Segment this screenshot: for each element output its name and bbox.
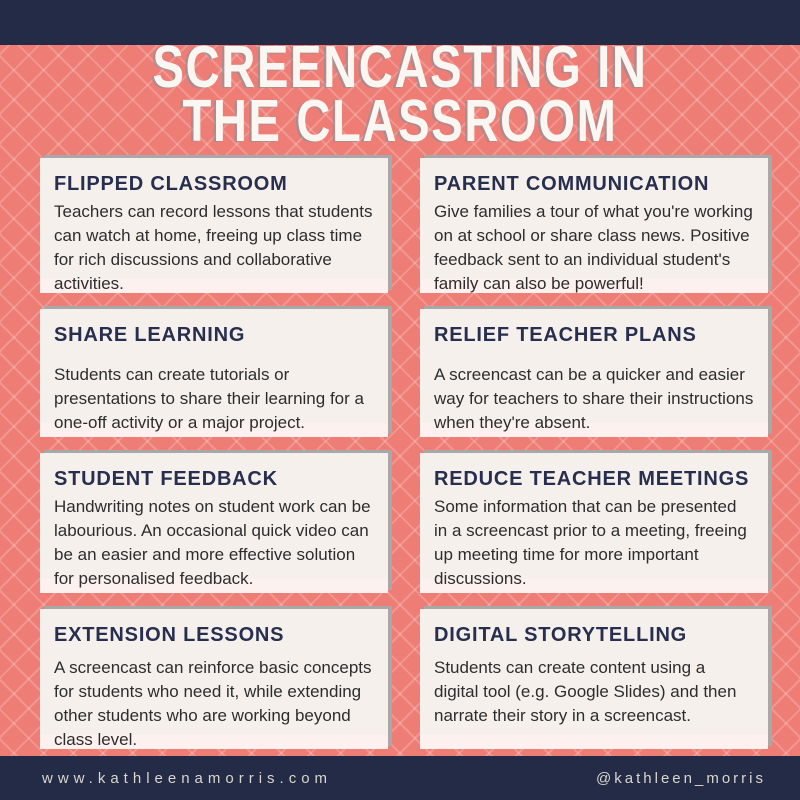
card-title: FLIPPED CLASSROOM xyxy=(54,173,288,195)
card-body: Students can create content using a digital tool (e.g. Google Slides) and then narrate their story in a screencast. xyxy=(434,658,737,725)
card-title: REDUCE TEACHER MEETINGS xyxy=(434,468,750,490)
card-body: Give families a tour of what you're working on at school or share class news. Positive feedback sent to an individual student's family can also be powerful! xyxy=(434,202,753,293)
card-body: Teachers can record lessons that students can watch at home, freeing up class time for rich discussions and collaborative activities. xyxy=(54,202,373,293)
card-body: A screencast can be a quicker and easier way for teachers to share their instructions when they're absent. xyxy=(434,365,754,432)
card-reduce-teacher-meetings xyxy=(420,453,768,593)
card-extension-lessons xyxy=(40,609,388,749)
card-relief-teacher-plans xyxy=(420,309,768,437)
card-title: SHARE LEARNING xyxy=(54,324,246,346)
card-title: RELIEF TEACHER PLANS xyxy=(434,324,697,346)
footer-website: www.kathleenamorris.com xyxy=(42,769,333,787)
page-title-line-1: SCREENCASTING IN xyxy=(152,34,648,100)
card-title: STUDENT FEEDBACK xyxy=(54,468,278,490)
footer-social-handle: @kathleen_morris xyxy=(596,769,766,787)
card-body: A screencast can reinforce basic concepts for students who need it, while extending other students who are working beyond class level. xyxy=(54,658,372,749)
card-grid xyxy=(40,158,768,749)
card-share-learning xyxy=(40,309,388,437)
page-title-line-2: THE CLASSROOM xyxy=(182,88,618,154)
page-title xyxy=(0,34,800,154)
card-title: PARENT COMMUNICATION xyxy=(434,173,710,195)
card-digital-storytelling xyxy=(420,609,768,749)
card-student-feedback xyxy=(40,453,388,593)
card-body: Students can create tutorials or presentations to share their learning for a one-off activity or a major project. xyxy=(54,365,364,432)
card-parent-communication xyxy=(420,158,768,293)
card-body: Some information that can be presented in a screencast prior to a meeting, freeing up meeting time for more important discussions. xyxy=(434,497,747,588)
card-body: Handwriting notes on student work can be labourious. An occasional quick video can be an easier and more effective solution for personalised feedback. xyxy=(54,497,371,588)
card-flipped-classroom xyxy=(40,158,388,293)
card-title: EXTENSION LESSONS xyxy=(54,624,285,646)
card-title: DIGITAL STORYTELLING xyxy=(434,624,688,646)
